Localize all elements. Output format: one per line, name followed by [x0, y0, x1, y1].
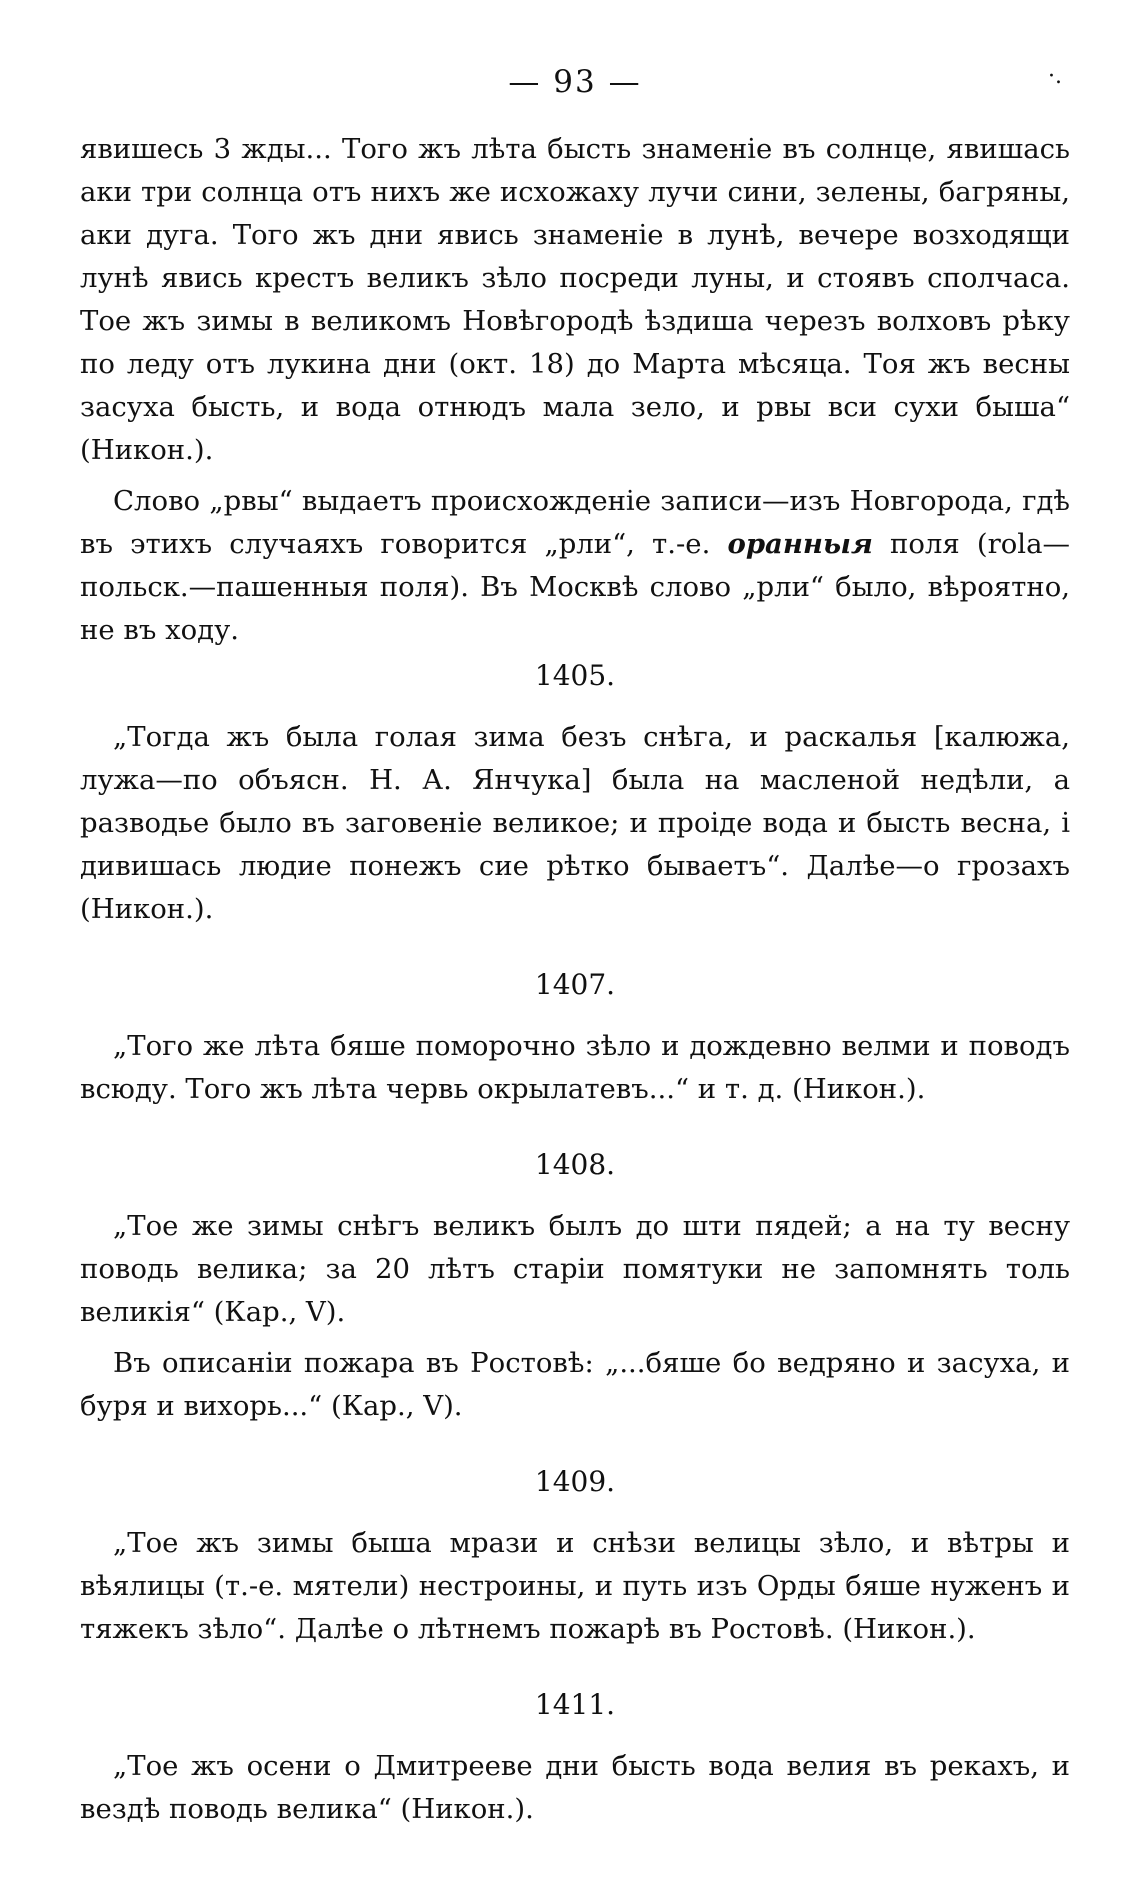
year-heading-1407: 1407. — [534, 968, 616, 1001]
commentary-paragraph — [80, 480, 1070, 652]
year-heading-1411: 1411. — [534, 1688, 616, 1721]
year-heading-1408: 1408. — [534, 1148, 616, 1181]
commentary-italic-word: оранныя — [727, 528, 873, 560]
document-page — [80, 62, 1070, 1831]
entry-1405-paragraph: „Тогда жъ была голая зима безъ снѣга, и раскалья [калюжа, лужа—по объясн. Н. А. Янчука] была на масленой недѣли, а разводье было въ заговеніе великое; и проіде вода и бысть весна, і дивишась людие понежъ сие рѣтко бываетъ“. Далѣе—о грозахъ (Никон.). — [80, 721, 1070, 925]
entry-1409-paragraph: „Тое жъ зимы быша мрази и снѣзи велицы зѣло, и вѣтры и вѣялицы (т.-е. мятели) нестроины, и путь изъ Орды бяше нуженъ и тяжекъ зѣло“. Далѣе о лѣтнемъ пожарѣ въ Ростовѣ. (Никон.). — [80, 1527, 1070, 1645]
year-heading-1409: 1409. — [534, 1465, 616, 1498]
entry-1408-fire-paragraph: Въ описаніи пожара въ Ростовѣ: „...бяше бо ведряно и засуха, и буря и вихорь...“ (Кар., V). — [80, 1347, 1070, 1422]
commentary-text-after: поля (rola—польск.—пашенныя поля). Въ Москвѣ слово „рли“ было, вѣроятно, не въ ходу. — [80, 528, 1070, 646]
year-heading-1405: 1405. — [534, 659, 616, 692]
entry-1407-paragraph: „Того же лѣта бяше поморочно зѣло и дождевно велми и поводъ всюду. Того жъ лѣта червь окрылатевъ...“ и т. д. (Никон.). — [80, 1030, 1070, 1105]
entry-1408-paragraph: „Тое же зимы снѣгъ великъ былъ до шти пядей; а на ту весну поводь велика; за 20 лѣтъ старіи помятуки не запомнять толь великія“ (Кар., V). — [80, 1210, 1070, 1328]
page-number: — 93 — — [508, 64, 642, 100]
corner-mark: ·. — [1048, 64, 1062, 89]
commentary-text-before: Слово „рвы“ выдаетъ происхожденіе записи—изъ Новгорода, гдѣ въ этихъ случаяхъ говорится „рли“, т.-е. — [80, 485, 1070, 560]
opening-paragraph: явишесь 3 жды... Того жъ лѣта бысть знаменіе въ солнце, явишась аки три солнца отъ нихъ же исхожаху лучи сини, зелены, багряны, аки дуга. Того жъ дни явись знаменіе в лунѣ, вечере возходящи лунѣ явись крестъ великъ зѣло посреди луны, и стоявъ сполчаса. Тое жъ зимы в великомъ Новѣгородѣ ѣздиша черезъ волховъ рѣку по леду отъ лукина дни (окт. 18) до Марта мѣсяца. Тоя жъ весны засуха бысть, и вода отнюдъ мала зело, и рвы вси сухи быша“ (Никон.). — [80, 133, 1070, 466]
entry-1411-paragraph: „Тое жъ осени о Дмитрееве дни бысть вода велия въ рекахъ, и вездѣ поводь велика“ (Никон.). — [80, 1750, 1070, 1825]
